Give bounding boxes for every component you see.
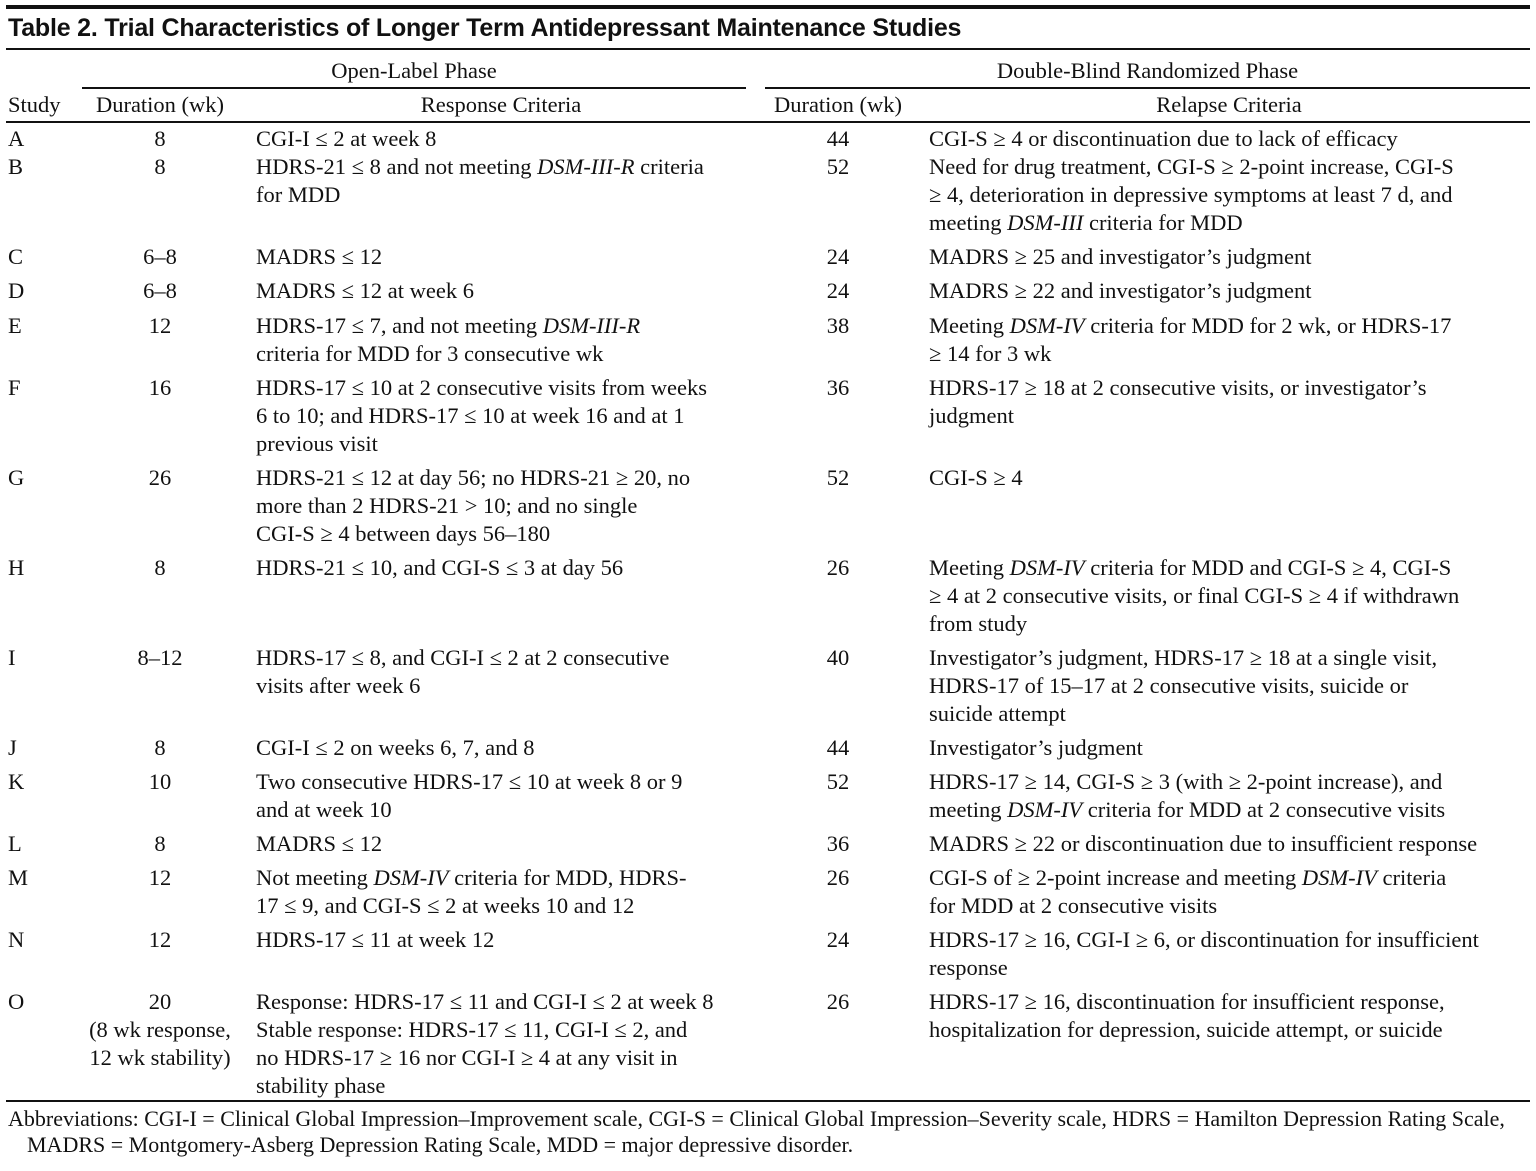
relapse-criteria-cell: Investigator’s judgment <box>929 735 1143 760</box>
db-duration-cell: 36 <box>826 831 850 856</box>
response-criteria-cell: HDRS-17 ≤ 10 at 2 consecutive visits from weeks 6 to 10; and HDRS-17 ≤ 10 at week 16 and at 1 previous visit <box>256 375 708 456</box>
bottom-rule <box>6 1100 1530 1102</box>
response-criteria-cell: HDRS-21 ≤ 12 at day 56; no HDRS-21 ≥ 20, no more than 2 HDRS-21 > 10; and no single CGI-S ≥ 4 between days 56–180 <box>256 465 691 546</box>
ol-duration-cell: 10 <box>148 769 172 794</box>
response-criteria-cell: Not meeting DSM-IV criteria for MDD, HDRS- 17 ≤ 9, and CGI-S ≤ 2 at weeks 10 and 12 <box>256 865 687 918</box>
footnote: Abbreviations: CGI-I = Clinical Global Impression–Improvement scale, CGI-S = Clinical Global Impression–Severity scale, HDRS = Hamilton Depression Rating Scale, MADRS = Montgomery-Asberg Depression Rating Scale, MDD = major depressive disorder. <box>8 1106 1505 1157</box>
db-duration-cell: 26 <box>826 865 850 890</box>
open-label-header: Open-Label Phase <box>331 58 497 83</box>
ol-duration-cell: 8–12 <box>137 645 183 670</box>
col-header-relapse: Relapse Criteria <box>1156 92 1302 117</box>
study-cell: D <box>8 278 25 303</box>
relapse-criteria-cell: MADRS ≥ 22 and investigator’s judgment <box>929 278 1312 303</box>
relapse-criteria-cell: HDRS-17 ≥ 18 at 2 consecutive visits, or investigator’s judgment <box>929 375 1427 428</box>
study-cell: H <box>8 555 25 580</box>
study-cell: O <box>8 989 25 1014</box>
db-duration-cell: 44 <box>826 126 850 151</box>
relapse-criteria-cell: HDRS-17 ≥ 14, CGI-S ≥ 3 (with ≥ 2-point increase), and meeting DSM-IV criteria for MDD at 2 consecutive visits <box>929 769 1446 822</box>
double-blind-header: Double-Blind Randomized Phase <box>996 58 1299 83</box>
db-duration-cell: 52 <box>826 465 850 490</box>
response-criteria-cell: CGI-I ≤ 2 at week 8 <box>256 126 437 151</box>
ol-duration-cell: 12 <box>148 865 172 890</box>
db-duration-cell: 36 <box>826 375 850 400</box>
response-criteria-cell: MADRS ≤ 12 <box>256 831 383 856</box>
response-criteria-cell: HDRS-17 ≤ 7, and not meeting DSM-III-R criteria for MDD for 3 consecutive wk <box>256 313 641 366</box>
response-criteria-cell: HDRS-17 ≤ 8, and CGI-I ≤ 2 at 2 consecutive visits after week 6 <box>256 645 670 698</box>
col-header-db-duration: Duration (wk) <box>773 92 903 117</box>
db-duration-cell: 26 <box>826 555 850 580</box>
study-cell: G <box>8 465 25 490</box>
response-criteria-cell: CGI-I ≤ 2 on weeks 6, 7, and 8 <box>256 735 535 760</box>
ol-duration-cell: 6–8 <box>143 244 177 269</box>
response-criteria-cell: HDRS-17 ≤ 11 at week 12 <box>256 927 495 952</box>
study-cell: I <box>8 645 16 670</box>
response-criteria-cell: Response: HDRS-17 ≤ 11 and CGI-I ≤ 2 at week 8 Stable response: HDRS-17 ≤ 11, CGI-I ≤ 2, and no HDRS-17 ≥ 16 nor CGI-I ≥ 4 at any visit in stability phase <box>256 989 714 1098</box>
ol-duration-cell: 8 <box>154 735 166 760</box>
ol-duration-cell: 20 (8 wk response, 12 wk stability) <box>89 989 231 1070</box>
ol-duration-cell: 8 <box>154 831 166 856</box>
title-rule <box>6 48 1530 50</box>
relapse-criteria-cell: HDRS-17 ≥ 16, CGI-I ≥ 6, or discontinuation for insufficient response <box>929 927 1479 980</box>
study-cell: B <box>8 154 24 179</box>
relapse-criteria-cell: CGI-S ≥ 4 or discontinuation due to lack of efficacy <box>929 126 1398 151</box>
response-criteria-cell: MADRS ≤ 12 at week 6 <box>256 278 474 303</box>
ol-duration-cell: 12 <box>148 313 172 338</box>
ol-duration-cell: 26 <box>148 465 172 490</box>
db-duration-cell: 24 <box>826 927 850 952</box>
db-duration-cell: 40 <box>826 645 850 670</box>
col-header-ol-duration: Duration (wk) <box>95 92 225 117</box>
relapse-criteria-cell: Investigator’s judgment, HDRS-17 ≥ 18 at a single visit, HDRS-17 of 15–17 at 2 consecutive visits, suicide or suicide attempt <box>929 645 1438 726</box>
study-cell: C <box>8 244 24 269</box>
relapse-criteria-cell: MADRS ≥ 25 and investigator’s judgment <box>929 244 1312 269</box>
relapse-criteria-cell: CGI-S of ≥ 2-point increase and meeting DSM-IV criteria for MDD at 2 consecutive visits <box>929 865 1447 918</box>
col-header-response: Response Criteria <box>420 92 582 117</box>
relapse-criteria-cell: Need for drug treatment, CGI-S ≥ 2-point increase, CGI-S ≥ 4, deterioration in depressive symptoms at least 7 d, and meeting DSM-III criteria for MDD <box>929 154 1454 235</box>
study-cell: K <box>8 769 25 794</box>
ol-duration-cell: 6–8 <box>143 278 177 303</box>
relapse-criteria-cell: HDRS-17 ≥ 16, discontinuation for insufficient response, hospitalization for depression, suicide attempt, or suicide <box>929 989 1445 1042</box>
response-criteria-cell: HDRS-21 ≤ 8 and not meeting DSM-III-R criteria for MDD <box>256 154 704 207</box>
open-label-rule <box>82 87 746 89</box>
response-criteria-cell: HDRS-21 ≤ 10, and CGI-S ≤ 3 at day 56 <box>256 555 624 580</box>
ol-duration-cell: 16 <box>148 375 172 400</box>
table-title: Table 2. Trial Characteristics of Longer Term Antidepressant Maintenance Studies <box>8 14 962 42</box>
study-cell: A <box>8 126 25 151</box>
ol-duration-cell: 8 <box>154 555 166 580</box>
study-cell: F <box>8 375 21 400</box>
ol-duration-cell: 8 <box>154 154 166 179</box>
db-duration-cell: 44 <box>826 735 850 760</box>
db-duration-cell: 26 <box>826 989 850 1014</box>
study-cell: J <box>8 735 17 760</box>
header-rule <box>6 121 1530 123</box>
double-blind-rule <box>765 87 1530 89</box>
db-duration-cell: 52 <box>826 769 850 794</box>
study-cell: E <box>8 313 22 338</box>
study-cell: L <box>8 831 22 856</box>
db-duration-cell: 52 <box>826 154 850 179</box>
ol-duration-cell: 12 <box>148 927 172 952</box>
response-criteria-cell: MADRS ≤ 12 <box>256 244 383 269</box>
relapse-criteria-cell: Meeting DSM-IV criteria for MDD and CGI-S ≥ 4, CGI-S ≥ 4 at 2 consecutive visits, or final CGI-S ≥ 4 if withdrawn from study <box>929 555 1460 636</box>
ol-duration-cell: 8 <box>154 126 166 151</box>
relapse-criteria-cell: Meeting DSM-IV criteria for MDD for 2 wk, or HDRS-17 ≥ 14 for 3 wk <box>929 313 1452 366</box>
study-cell: N <box>8 927 25 952</box>
db-duration-cell: 24 <box>826 278 850 303</box>
db-duration-cell: 24 <box>826 244 850 269</box>
response-criteria-cell: Two consecutive HDRS-17 ≤ 10 at week 8 or 9 and at week 10 <box>256 769 683 822</box>
top-rule <box>6 5 1530 9</box>
relapse-criteria-cell: CGI-S ≥ 4 <box>929 465 1023 490</box>
relapse-criteria-cell: MADRS ≥ 22 or discontinuation due to insufficient response <box>929 831 1478 856</box>
study-cell: M <box>8 865 29 890</box>
col-header-study: Study <box>8 92 61 117</box>
db-duration-cell: 38 <box>826 313 850 338</box>
